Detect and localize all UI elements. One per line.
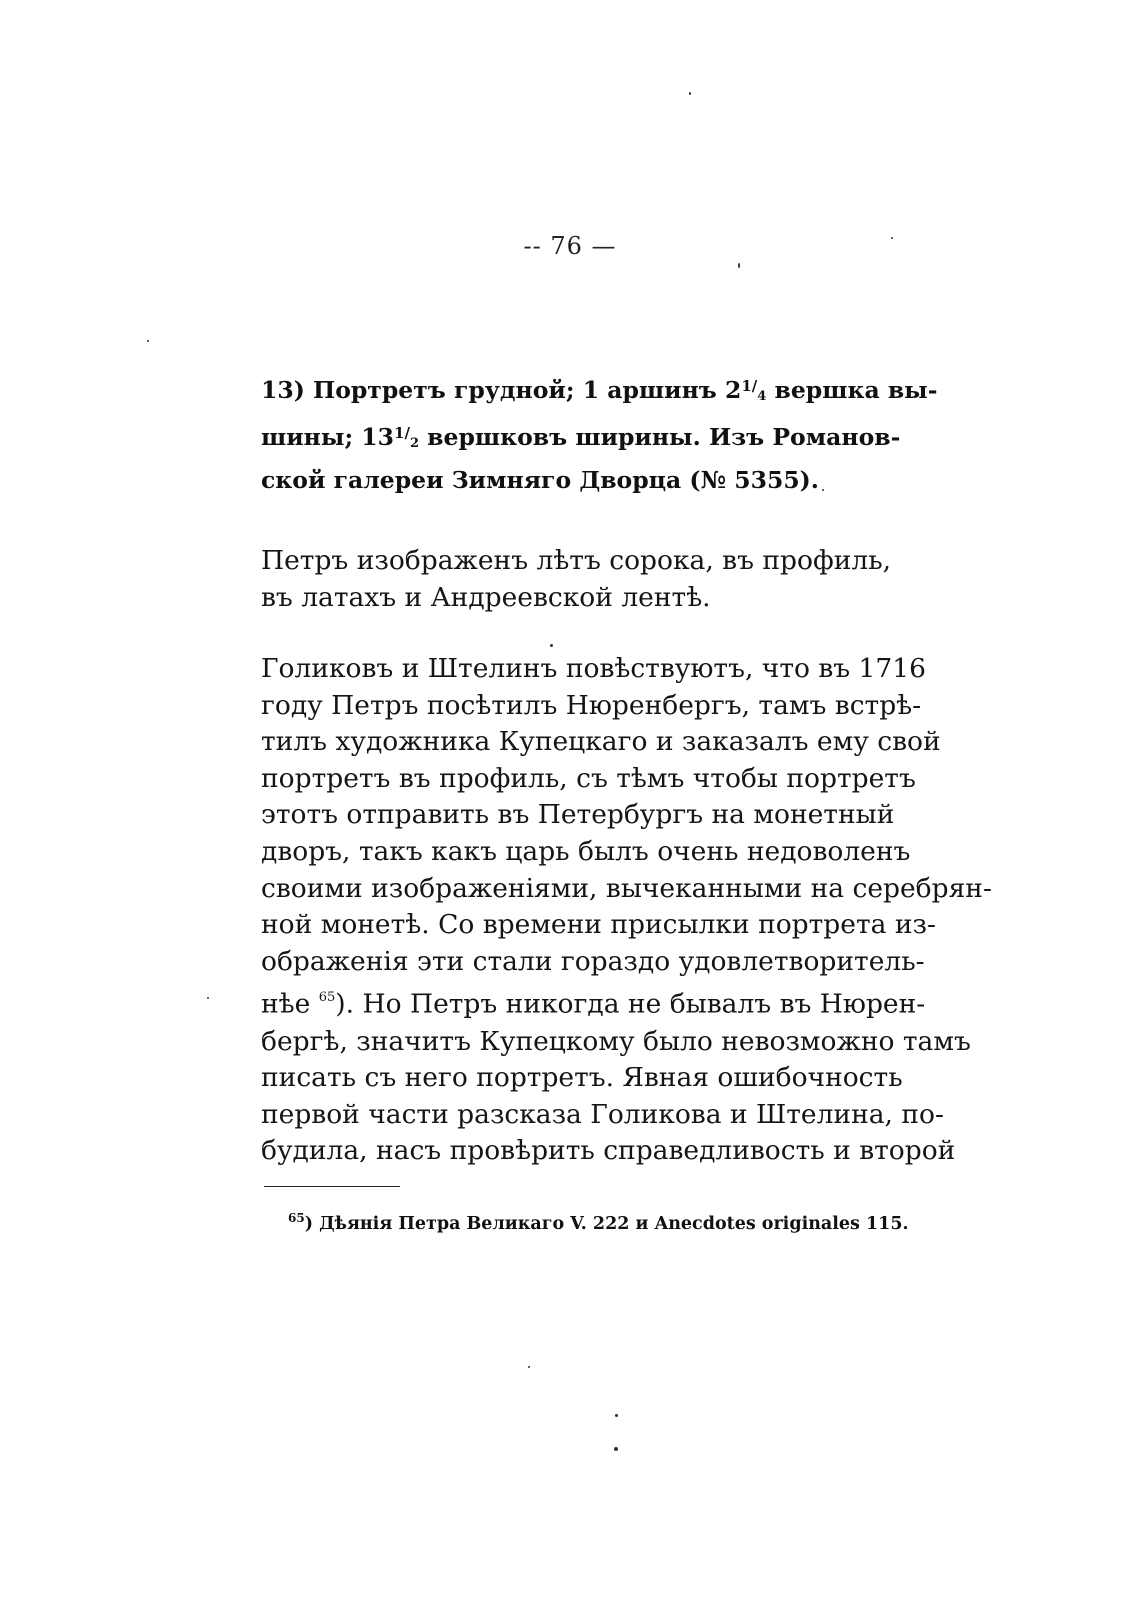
footnote-text: ) Дѣянія Петра Великаго V. 222 и Anecdotes originales 115. [304,1214,909,1235]
heading-line-3: ской галереи Зимняго Дворца (№ 5355). [261,466,819,495]
footnote-mark: 65 [288,1211,305,1225]
text-line: нѣе $^{65}$). Но Петръ никогда не бывалъ въ Нюрен- [261,989,926,1021]
text-line: году Петръ посѣтилъ Нюренбергъ, тамъ встрѣ- [261,689,922,721]
scan-speck [614,1447,618,1451]
text-line: Петръ изображенъ лѣтъ сорока, въ профиль, [261,545,892,576]
text-line: Голиковъ и Штелинъ повѣствуютъ, что въ 1716 [261,653,926,684]
footnote-reference[interactable]: 65 [318,990,336,1006]
text-line: тилъ художника Купецкаго и заказалъ ему свой [261,726,941,758]
text-line: въ латахъ и Андреевской лентѣ. [261,581,711,613]
text-line: писать съ него портретъ. Явная ошибочность [261,1062,903,1094]
scan-speck [689,92,691,95]
scan-speck [822,489,824,491]
text-line: ной монетѣ. Со времени присылки портрета из- [261,909,936,941]
text-line: своими изображеніями, вычеканными на серебрян- [261,872,992,904]
scan-speck [207,997,209,999]
text-line: дворъ, такъ какъ царь былъ очень недоволенъ [261,835,911,867]
text-line: будила, насъ провѣрить справедливость и второй [261,1135,956,1167]
scan-speck [550,644,553,647]
paragraph-description [261,543,892,616]
text-line: портретъ въ профиль, съ тѣмъ чтобы портретъ [261,762,916,794]
page-number: -- 76 — [523,232,617,260]
footnote-divider [264,1186,400,1187]
text-line: ображенія эти стали гораздо удовлетворитель- [261,945,925,977]
text-line: бергѣ, значитъ Купецкому было невозможно тамъ [261,1025,971,1057]
text-line: этотъ отправить въ Петербургъ на монетный [261,799,895,831]
scan-speck [615,1414,618,1417]
paragraph-narrative [261,651,992,1170]
scan-speck [891,237,893,239]
fraction-quarter: 1/4 [741,377,767,405]
fraction-half: 1/2 [394,424,419,452]
footnote [288,1206,909,1236]
portrait-entry-heading [261,368,938,499]
heading-line-2: шины; $13^{1/2}$ вершковъ ширины. Изъ Романов- [261,422,901,452]
scan-speck [738,263,740,268]
scan-speck [147,340,149,342]
text-line: первой части разсказа Голикова и Штелина, по- [261,1098,944,1130]
scan-speck [528,1366,530,1368]
heading-line-1: 13) Портретъ грудной; 1 аршинъ $2^{1/4}$ вершка вы- [261,375,938,405]
